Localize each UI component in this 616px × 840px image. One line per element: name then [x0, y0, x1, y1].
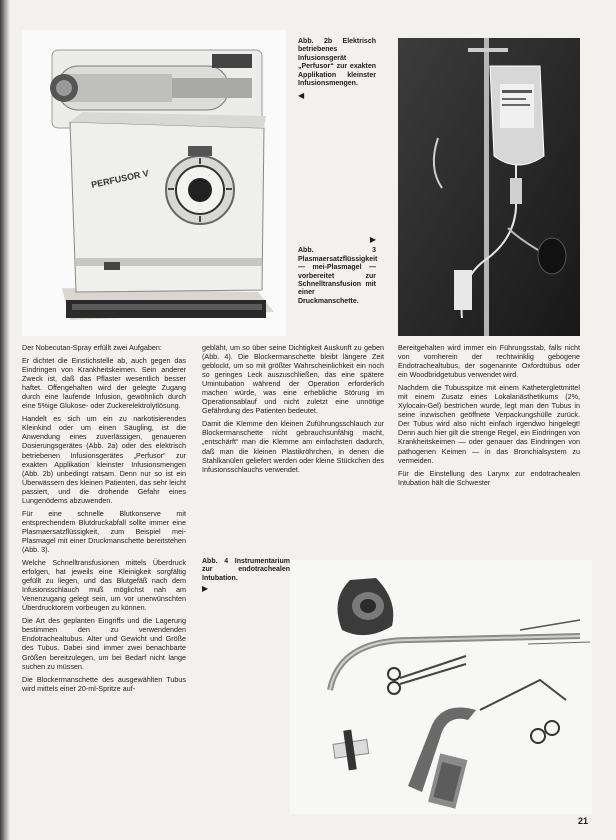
caption-3-text: Abb. 3 Plasmaersatzflüssigkeit — mei-Plasmagel — vorbereitet zur Schnelltransfusion mit einer Druckmanschette. — [298, 247, 378, 305]
caption-figure-4 — [202, 558, 290, 594]
page-number: 21 — [577, 816, 588, 826]
column-1-paragraph: Handelt es sich um ein zu narkotisierendes Kleinkind oder um einen Säugling, ist die Anwendung eines zuverlässigen, genaueren Dosierungsgerätes (Abb. 2a) oder des elektrisch betriebenen Infusionsgerätes „Perfusor“ zur exakten Applikation kleinster Infusionsmengen (Abb. 2b) unbedingt ratsam. Denn nur so ist ein Überwässern des kleinen Patienten, das sehr leicht passiert, und die drohende Gefahr eines Lungenödems abzuwenden. — [22, 414, 186, 505]
caption-figure-3 — [298, 236, 376, 306]
column-2-paragraph: gebläht, um so über seine Dichtigkeit Auskunft zu geben (Abb. 4). Die Blockermanschette bleibt längere Zeit geblockt, um so mit größter Wahrscheinlichkeit ein noch so geringes Leck auszuschließen, das eine spätere Umintubation während der Operation erforderlich machen würde, was eine erhebliche Störung im Operationsablauf und nicht zuletzt eine unnötige Gefährdung des Patienten bedeutet. — [202, 343, 384, 416]
column-3-paragraph: Für die Einstellung des Larynx zur endotrachealen Intubation hält die Schwester — [398, 468, 580, 487]
column-1-paragraph: Die Art des geplanten Eingriffs und die Lagerung bestimmen den zu verwendenden Endotrachealtubus. Alter und Gewicht und Größe des Tubus. Dabei sind immer zwei benachbarte Größen bereitzulegen, um bei Bedarf nicht lange suchen zu müssen. — [22, 616, 186, 671]
column-3-paragraph: Nachdem die Tubusspitze mit einem Katheterglettmittel mit einem Zusatz eines Lokalanästhetikums (2%, Xylocain-Gel) bestrichen wurde, legt man den Tubus in seine inzwischen geöffnete Verpackungshülle zurück. Der Tubus wird also nicht einfach irgendwo hingelegt! Denn auch hier gilt die strenge Regel, ein Eindringen von Krankheitskeimen — oder genauer das Eindringen von pathogenen Keimen — in das Bronchialsystem zu vermeiden. — [398, 383, 580, 465]
column-1-paragraph: Er dichtet die Einstichstelle ab, auch gegen das Eindringen von Krankheitskeimen. Sein anderer Zweck ist, daß das Pflaster wesentlich besser haftet. Offengehalten wird der gelegte Zugang durch eine laufende Infusion, gewöhnlich durch eine 5%ige Glukose- oder Zuckerelektrolytlösung. — [22, 356, 186, 411]
caption-4-text: Abb. 4 Instrumentarium zur endotrachealen Intubation. — [202, 558, 290, 582]
column-2-paragraph: Damit die Klemme den kleinen Zuführungsschlauch zur Blockermanschette nicht gebrauchsunfähig macht, „entschärft“ man die Klemme am einfachsten dadurch, daß man die kleinen Plastikröhrchen, in denen die Stahlkanülen geliefert werden oder kleine Stückchen des Infusionsschlauchs verwendet. — [202, 419, 384, 474]
caption-figure-2b — [298, 38, 376, 101]
arrow-right-icon: ▶ — [202, 584, 209, 594]
arrow-left-icon: ◀ — [298, 91, 305, 101]
column-1-paragraph: Welche Schnelltransfusionen mittels Überdruck erfolgen, hat jeweils eine Kleinigkeit sorgfältig gefüllt zu liegen, und das Blutgefäß nach dem Infusionsschlauch muß möglichst nah am Venenzugang gelegt sein, um vor unerwünschten Überdrucktorem vorbeugen zu können. — [22, 558, 186, 613]
column-1-paragraph: Für eine schnelle Blutkonserve mit entsprechendem Blutdruckabfall sollte immer eine Plasmaersatzflüssigkeit, zum Beispiel mei-Plasmagel mit einer Druckmanschette bereitstehen (Abb. 3). — [22, 508, 186, 554]
arrow-right-icon: ▶ — [369, 235, 376, 244]
column-1-paragraph: Der Nobecutan-Spray erfüllt zwei Aufgaben: — [22, 343, 162, 352]
text-column-3 — [398, 343, 580, 553]
figure-2b-perfusor-photo — [22, 30, 286, 336]
column-1-paragraph: Die Blockermanschette des ausgewählten Tubus wird mittels einer 20-ml-Spritze auf- — [22, 674, 186, 693]
figure-4-instruments-photo — [290, 560, 592, 814]
perfusor-label: PERFUSOR V — [90, 168, 150, 190]
figure-3-infusion-photo — [398, 38, 580, 336]
caption-2b-text: Abb. 2b Elektrisch betriebenes Infusionsgerät „Perfusor“ zur exakten Applikation kleinster Infusionsmengen. — [298, 38, 376, 88]
text-column-2 — [202, 343, 384, 553]
text-column-1 — [22, 343, 186, 813]
page-edge-shadow — [0, 0, 10, 840]
column-3-paragraph: Bereitgehalten wird immer ein Führungsstab, falls nicht von vornherein der rechtwinklig gebogene Endotrachealtubus, der sogenannte Oxfordtubus oder ein Woodbridgetubus verwendet wird. — [398, 343, 580, 380]
